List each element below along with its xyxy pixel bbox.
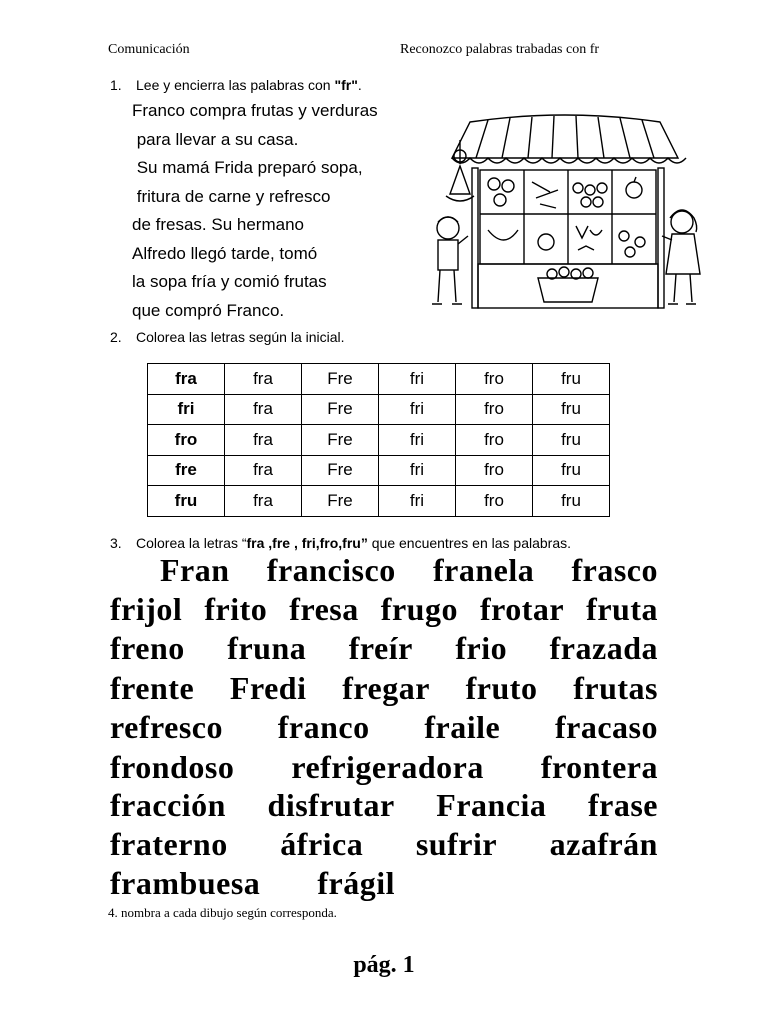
word-line: [110, 630, 658, 667]
word-line: [110, 865, 395, 902]
word: fraterno: [110, 826, 228, 862]
poem-line: que compró Franco.: [132, 300, 285, 320]
table-cell: fru: [148, 486, 225, 517]
poem-line: Franco compra frutas y verduras: [132, 101, 378, 120]
word-line: [110, 591, 658, 628]
table-cell: fro: [456, 364, 533, 395]
word: frase: [587, 787, 658, 823]
table-cell: fri: [379, 425, 456, 456]
table-cell: Fre: [302, 394, 379, 425]
table-cell: Fre: [302, 486, 379, 517]
table-cell: fra: [225, 425, 302, 456]
table-row: [148, 364, 610, 395]
instruction-text: Colorea las letras según la inicial.: [136, 329, 345, 345]
fruit-market-icon: [428, 110, 703, 315]
table-cell: fre: [148, 455, 225, 486]
table-cell: fra: [225, 455, 302, 486]
word: frotar: [479, 591, 565, 627]
word: franco: [277, 709, 370, 745]
subject-label: Comunicación: [108, 42, 190, 57]
topic-title: Reconozco palabras trabadas con fr: [400, 42, 600, 57]
word: frijol: [110, 591, 183, 627]
instruction-1: [110, 77, 362, 93]
table-cell: fro: [148, 425, 225, 456]
instruction-text: Colorea la letras “: [136, 535, 247, 551]
poem: [132, 97, 378, 325]
table-cell: Fre: [302, 425, 379, 456]
word-line: [110, 787, 658, 824]
word: francisco: [266, 552, 396, 588]
table-cell: Fre: [302, 364, 379, 395]
table-cell: fri: [379, 394, 456, 425]
instruction-text-end: que encuentres en las palabras.: [367, 535, 571, 551]
word: fregar: [342, 670, 430, 706]
table-cell: fra: [148, 364, 225, 395]
instruction-number: 1.: [110, 77, 122, 93]
table-cell: fro: [456, 425, 533, 456]
table-cell: fri: [379, 364, 456, 395]
table-cell: fru: [533, 486, 610, 517]
word: Fran: [160, 552, 230, 588]
word-line: [110, 709, 658, 746]
word: frambuesa: [110, 865, 261, 901]
table-cell: fra: [225, 364, 302, 395]
poem-line: Alfredo llegó tarde, tomó: [132, 243, 318, 263]
word: frontera: [540, 749, 658, 785]
word: franela: [432, 552, 535, 588]
table-cell: fri: [379, 455, 456, 486]
instruction-emphasis: fra ,fre , fri,fro,fru”: [246, 535, 368, 551]
poem-line: para llevar a su casa.: [132, 129, 299, 149]
word: frente: [110, 670, 195, 706]
word: fraile: [424, 709, 501, 745]
word: fracaso: [554, 709, 658, 745]
table-row: [148, 425, 610, 456]
word: frio: [455, 630, 508, 666]
table-cell: fru: [533, 394, 610, 425]
table-cell: fri: [379, 486, 456, 517]
instruction-emphasis: "fr": [334, 77, 358, 93]
word: fruta: [586, 591, 658, 627]
table-cell: fro: [456, 455, 533, 486]
word-line: [160, 552, 658, 589]
page-number: pág. 1: [353, 952, 415, 978]
word: fresa: [289, 591, 359, 627]
word: frondoso: [110, 749, 235, 785]
table-cell: Fre: [302, 455, 379, 486]
word: Francia: [436, 787, 547, 823]
poem-line: fritura de carne y refresco: [132, 186, 331, 206]
word: refresco: [110, 709, 223, 745]
instruction-text: Lee y encierra las palabras con: [136, 77, 335, 93]
word: fracción: [110, 787, 226, 823]
word: sufrir: [415, 826, 498, 862]
word: frutas: [573, 670, 658, 706]
poem-line: la sopa fría y comió frutas: [132, 272, 327, 291]
word-line: [110, 749, 658, 786]
table-row: [148, 394, 610, 425]
word: frito: [204, 591, 268, 627]
word: frazada: [549, 630, 658, 666]
word: disfrutar: [267, 787, 395, 823]
word: frágil: [317, 865, 395, 901]
word: refrigeradora: [291, 749, 484, 785]
table-cell: fra: [225, 486, 302, 517]
instruction-number: 3.: [110, 535, 122, 551]
word-line: [110, 670, 658, 707]
instruction-3: [110, 535, 571, 551]
instruction-text-end: .: [357, 77, 362, 93]
table-cell: fro: [456, 486, 533, 517]
instruction-4: 4. nombra a cada dibujo según corresponda.: [108, 905, 337, 920]
word-line: [110, 826, 658, 863]
word: áfrica: [280, 826, 364, 862]
poem-line: de fresas. Su hermano: [132, 215, 304, 234]
table-cell: fra: [225, 394, 302, 425]
word: Fredi: [229, 670, 307, 706]
word: fruna: [227, 630, 307, 666]
table-row: [148, 486, 610, 517]
table-cell: fro: [456, 394, 533, 425]
table-cell: fru: [533, 455, 610, 486]
word: fruto: [465, 670, 538, 706]
syllable-table: [147, 363, 610, 517]
word: freír: [348, 630, 413, 666]
word: freno: [110, 630, 185, 666]
poem-line: Su mamá Frida preparó sopa,: [132, 158, 363, 177]
table-row: [148, 455, 610, 486]
table-cell: fri: [148, 394, 225, 425]
table-cell: fru: [533, 364, 610, 395]
word: frasco: [571, 552, 658, 588]
instruction-2: [110, 329, 345, 345]
table-cell: fru: [533, 425, 610, 456]
instruction-number: 2.: [110, 329, 122, 345]
word: frugo: [380, 591, 458, 627]
word: azafrán: [549, 826, 658, 862]
